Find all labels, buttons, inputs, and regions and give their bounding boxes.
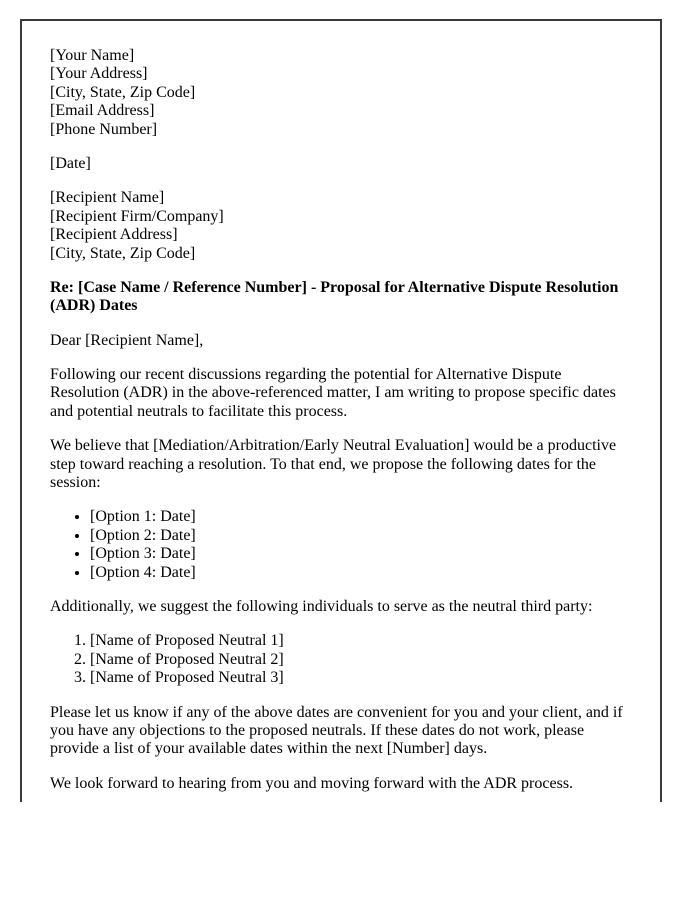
date-option-1: • [Option 1: Date] <box>90 508 632 526</box>
sender-city-state-zip: [City, State, Zip Code] <box>50 83 196 101</box>
paragraph-intro: Following our recent discussions regarding the potential for Alternative Dispute Resolution (ADR) in the above-referenced matter, I am writing to propose specific dates and potential neutrals to facilitate this process. <box>50 366 616 420</box>
paragraph-proposal: We believe that [Mediation/Arbitration/Early Neutral Evaluation] would be a productive step toward reaching a resolution. To that end, we propose the following dates for the session: <box>50 437 617 492</box>
date-line: [Date] <box>50 154 91 172</box>
subject-line: Re: [Case Name / Reference Number] - Proposal for Alternative Dispute Resolution (ADR) Dates <box>50 278 619 315</box>
paragraph-neutrals-intro: Additionally, we suggest the following individuals to serve as the neutral third party: <box>50 597 593 615</box>
proposed-neutral-2: 2. [Name of Proposed Neutral 2] <box>90 651 632 669</box>
sender-email: [Email Address] <box>50 102 155 120</box>
proposed-neutrals-list <box>50 632 632 687</box>
salutation: Dear [Recipient Name], <box>50 331 204 349</box>
recipient-firm: [Recipient Firm/Company] <box>50 207 224 225</box>
sender-address: [Your Address] <box>50 65 148 83</box>
recipient-address: [Recipient Address] <box>50 226 178 244</box>
sender-block <box>50 47 632 139</box>
sender-phone: [Phone Number] <box>50 120 158 138</box>
proposed-neutral-3: 3. [Name of Proposed Neutral 3] <box>90 669 632 687</box>
date-option-3: • [Option 3: Date] <box>90 545 632 563</box>
date-options-list <box>50 508 632 582</box>
sender-name: [Your Name] <box>50 47 135 64</box>
date-option-4: • [Option 4: Date] <box>90 564 632 582</box>
paragraph-closing: We look forward to hearing from you and moving forward with the ADR process. <box>50 774 574 792</box>
paragraph-request: Please let us know if any of the above dates are convenient for you and your client, and if you have any objections to the proposed neutrals. If these dates do not work, please provide a list of your available dates within the next [Number] days. <box>50 703 623 758</box>
recipient-name: [Recipient Name] <box>50 189 165 207</box>
letter-page <box>20 19 662 802</box>
recipient-city-state-zip: [City, State, Zip Code] <box>50 244 196 262</box>
proposed-neutral-1: 1. [Name of Proposed Neutral 1] <box>90 632 632 650</box>
date-option-2: • [Option 2: Date] <box>90 527 632 545</box>
recipient-block <box>50 189 632 263</box>
